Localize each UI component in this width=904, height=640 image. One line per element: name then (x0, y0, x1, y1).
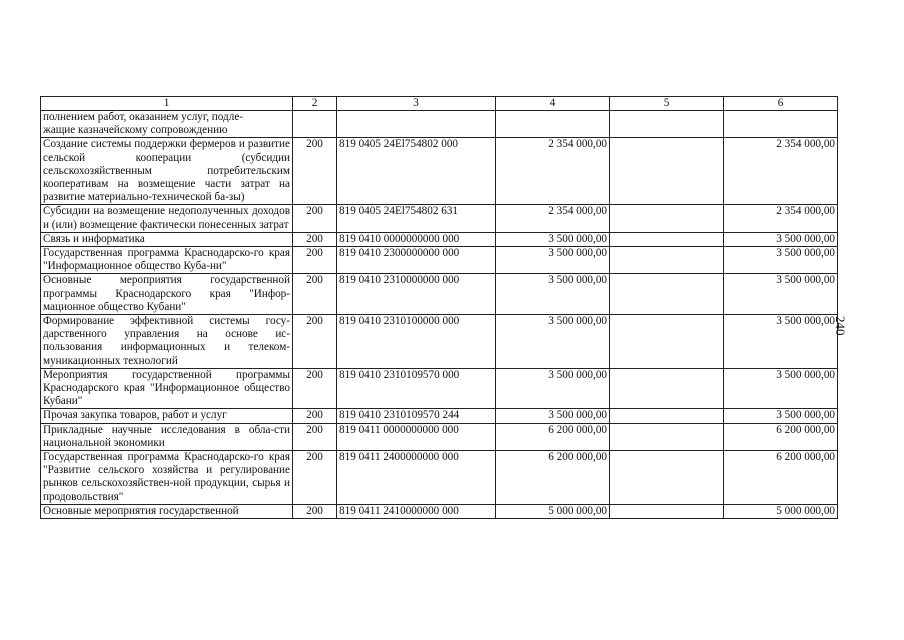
amount-column-6-cell: 3 500 000,00 (724, 274, 838, 315)
item-name-cell: полнением работ, оказанием услуг, подле- жащие казначейскому сопровождению (41, 111, 293, 138)
column-2-cell: 200 (293, 504, 337, 518)
item-name-cell: Субсидии на возмещение недополученных доходов и (или) возмещение фактически понесенных затрат (41, 205, 293, 232)
classification-code-cell: 819 0410 2310000000 000 (337, 274, 496, 315)
table-row (41, 205, 838, 232)
amount-column-6-cell: 2 354 000,00 (724, 138, 838, 205)
amount-column-4-cell: 5 000 000,00 (496, 504, 610, 518)
column-2-cell (293, 111, 337, 138)
amount-column-5-cell (610, 138, 724, 205)
column-2-cell: 200 (293, 274, 337, 315)
column-2-cell: 200 (293, 138, 337, 205)
amount-column-5-cell (610, 504, 724, 518)
item-name-cell: Основные мероприятия государственной (41, 504, 293, 518)
amount-column-5-cell (610, 232, 724, 246)
classification-code-cell: 819 0411 0000000000 000 (337, 423, 496, 450)
item-name-cell: Формирование эффективной системы госу-дарственного управления на основе ис-пользования информационных и телеком-муникационных технологий (41, 315, 293, 369)
amount-column-4-cell: 3 500 000,00 (496, 232, 610, 246)
amount-column-6-cell: 3 500 000,00 (724, 247, 838, 274)
amount-column-4-cell: 3 500 000,00 (496, 409, 610, 423)
amount-column-6-cell: 3 500 000,00 (724, 232, 838, 246)
column-2-cell: 200 (293, 451, 337, 505)
amount-column-6-cell (724, 111, 838, 138)
amount-column-5-cell (610, 205, 724, 232)
column-number-row (41, 97, 838, 111)
amount-column-6-cell: 2 354 000,00 (724, 205, 838, 232)
amount-column-5-cell (610, 451, 724, 505)
table-row (41, 409, 838, 423)
classification-code-cell (337, 111, 496, 138)
item-name-cell: Связь и информатика (41, 232, 293, 246)
table-row (41, 138, 838, 205)
item-name-cell: Государственная программа Краснодарско-го края "Информационное общество Куба-ни" (41, 247, 293, 274)
amount-column-4-cell: 3 500 000,00 (496, 368, 610, 409)
amount-column-6-cell: 5 000 000,00 (724, 504, 838, 518)
column-number: 2 (293, 97, 337, 111)
column-2-cell: 200 (293, 205, 337, 232)
classification-code-cell: 819 0405 24El754802 000 (337, 138, 496, 205)
amount-column-5-cell (610, 247, 724, 274)
table-row (41, 232, 838, 246)
amount-column-4-cell: 2 354 000,00 (496, 205, 610, 232)
classification-code-cell: 819 0405 24El754802 631 (337, 205, 496, 232)
classification-code-cell: 819 0410 2310109570 000 (337, 368, 496, 409)
table-row (41, 247, 838, 274)
amount-column-5-cell (610, 315, 724, 369)
column-number: 5 (610, 97, 724, 111)
table-row (41, 315, 838, 369)
amount-column-6-cell: 6 200 000,00 (724, 423, 838, 450)
amount-column-5-cell (610, 368, 724, 409)
amount-column-5-cell (610, 409, 724, 423)
classification-code-cell: 819 0410 2310109570 244 (337, 409, 496, 423)
amount-column-4-cell: 6 200 000,00 (496, 423, 610, 450)
amount-column-6-cell: 3 500 000,00 (724, 368, 838, 409)
column-2-cell: 200 (293, 409, 337, 423)
column-number: 6 (724, 97, 838, 111)
table-row (41, 504, 838, 518)
page-number: 240 (833, 316, 848, 336)
item-name-cell: Прочая закупка товаров, работ и услуг (41, 409, 293, 423)
column-2-cell: 200 (293, 315, 337, 369)
table-row (41, 451, 838, 505)
amount-column-5-cell (610, 423, 724, 450)
item-name-cell: Прикладные научные исследования в обла-сти национальной экономики (41, 423, 293, 450)
classification-code-cell: 819 0410 2310100000 000 (337, 315, 496, 369)
column-number: 3 (337, 97, 496, 111)
amount-column-4-cell: 6 200 000,00 (496, 451, 610, 505)
budget-table-body (41, 97, 838, 519)
amount-column-5-cell (610, 111, 724, 138)
classification-code-cell: 819 0411 2410000000 000 (337, 504, 496, 518)
classification-code-cell: 819 0410 2300000000 000 (337, 247, 496, 274)
budget-table (40, 96, 838, 519)
column-2-cell: 200 (293, 423, 337, 450)
amount-column-5-cell (610, 274, 724, 315)
table-row (41, 368, 838, 409)
amount-column-4-cell (496, 111, 610, 138)
column-2-cell: 200 (293, 232, 337, 246)
table-row (41, 423, 838, 450)
classification-code-cell: 819 0411 2400000000 000 (337, 451, 496, 505)
item-name-cell: Государственная программа Краснодарско-го края "Развитие сельского хозяйства и регулирование рынков сельскохозяйствен-ной продукции, сырья и продовольствия" (41, 451, 293, 505)
amount-column-6-cell: 6 200 000,00 (724, 451, 838, 505)
item-name-cell: Основные мероприятия государственной программы Краснодарского края "Инфор-мационное общество Кубани" (41, 274, 293, 315)
amount-column-6-cell: 3 500 000,00 (724, 409, 838, 423)
item-name-cell: Мероприятия государственной программы Краснодарского края "Информационное общество Кубани" (41, 368, 293, 409)
column-number: 1 (41, 97, 293, 111)
amount-column-4-cell: 3 500 000,00 (496, 274, 610, 315)
amount-column-4-cell: 3 500 000,00 (496, 247, 610, 274)
budget-sheet (40, 96, 837, 519)
amount-column-4-cell: 2 354 000,00 (496, 138, 610, 205)
column-number: 4 (496, 97, 610, 111)
column-2-cell: 200 (293, 368, 337, 409)
item-name-cell: Создание системы поддержки фермеров и развитие сельской кооперации (субсидии сельскохозяйственным потребительским кооперативам на возмещение части затрат на развитие материально-технической ба-зы) (41, 138, 293, 205)
amount-column-4-cell: 3 500 000,00 (496, 315, 610, 369)
classification-code-cell: 819 0410 0000000000 000 (337, 232, 496, 246)
table-row (41, 274, 838, 315)
column-2-cell: 200 (293, 247, 337, 274)
table-row (41, 111, 838, 138)
amount-column-6-cell: 3 500 000,00 (724, 315, 838, 369)
